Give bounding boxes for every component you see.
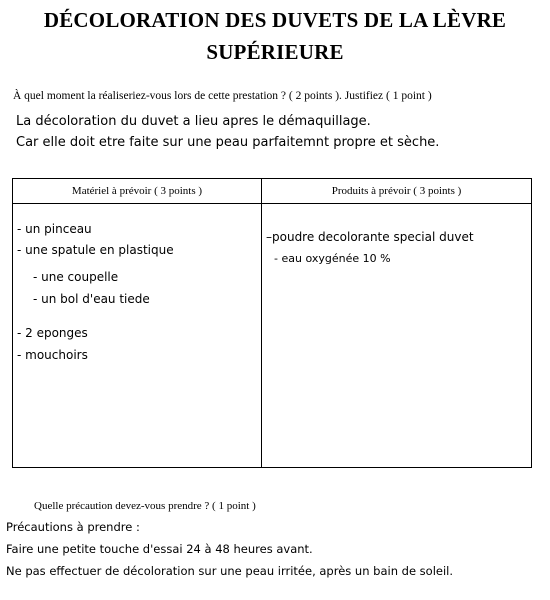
materiel-item: - une coupelle xyxy=(33,270,119,284)
produits-cell xyxy=(262,204,532,468)
page-title-line-1: DÉCOLORATION DES DUVETS DE LA LÈVRE xyxy=(43,8,507,32)
materiel-item: - un bol d'eau tiede xyxy=(33,292,150,306)
produit-item: - eau oxygénée 10 % xyxy=(274,252,391,265)
produit-item: –poudre decolorante special duvet xyxy=(266,230,474,244)
materiel-item: - une spatule en plastique xyxy=(17,243,174,257)
answer-2-line-1: Précautions à prendre : xyxy=(6,520,140,534)
materiel-item: - un pinceau xyxy=(17,222,92,236)
materiel-item: - 2 eponges xyxy=(17,326,88,340)
materiel-cell xyxy=(13,204,262,468)
answer-2-line-3: Ne pas effectuer de décoloration sur une peau irritée, après un bain de soleil. xyxy=(6,564,454,578)
question-1: À quel moment la réaliseriez-vous lors de cette prestation ? ( 2 points ). Justifiez ( 1 point ) xyxy=(13,90,432,102)
supplies-table xyxy=(12,178,532,468)
answer-1-line-2: Car elle doit etre faite sur une peau parfaitemnt propre et sèche. xyxy=(16,135,440,150)
question-2: Quelle précaution devez-vous prendre ? ( 1 point ) xyxy=(34,500,256,512)
header-materiel: Matériel à prévoir ( 3 points ) xyxy=(13,179,262,204)
header-produits: Produits à prévoir ( 3 points ) xyxy=(262,179,532,204)
page-title-line-2: SUPÉRIEURE xyxy=(206,40,344,64)
answer-1-line-1: La décoloration du duvet a lieu apres le démaquillage. xyxy=(16,114,371,129)
answer-2-line-2: Faire une petite touche d'essai 24 à 48 heures avant. xyxy=(6,542,313,556)
materiel-item: - mouchoirs xyxy=(17,348,88,362)
